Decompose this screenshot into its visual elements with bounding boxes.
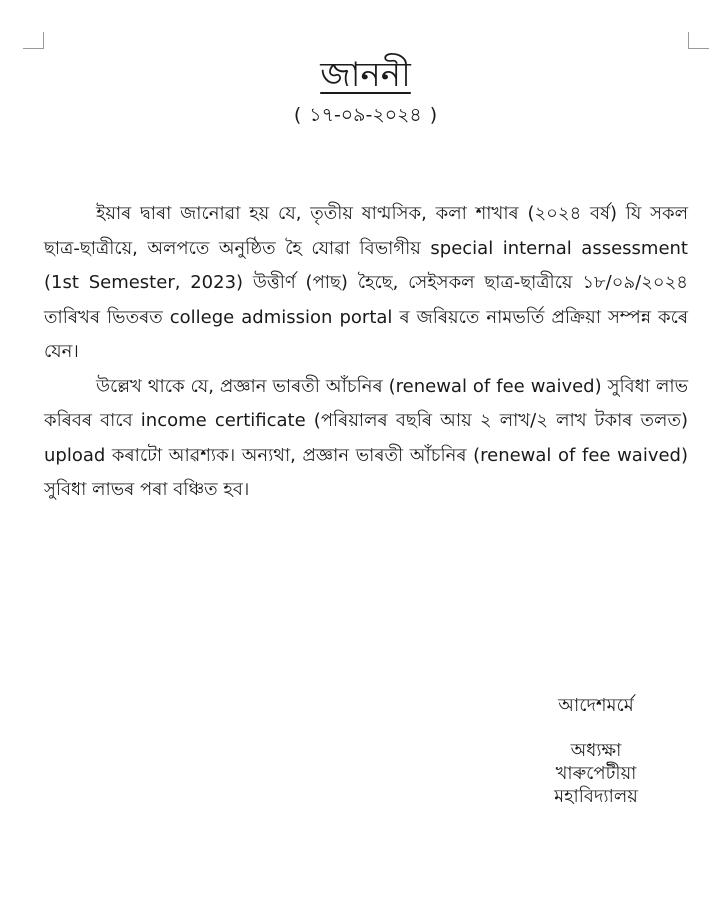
notice-paragraph: উল্লেখ থাকে যে, প্ৰজ্ঞান ভাৰতী আঁচনিৰ (renewal of fee waived) সুবিধা লাভ কৰিবৰ বাবে income certificate (পৰিয়ালৰ বছৰি আয় ২ লাখ/২ লাখ টকাৰ তলত) upload কৰাটো আৱশ্যক। অন্যথা, প্ৰজ্ঞান ভাৰতী আঁচনিৰ (renewal of fee waived) সুবিধা লাভৰ পৰা বঞ্চিত হব। bbox=[44, 375, 688, 500]
page-corner-mark-top-right bbox=[688, 32, 709, 49]
notice-title-text: জাননী bbox=[320, 55, 411, 95]
signature-college-type: মহাবিদ্যালয় bbox=[554, 786, 638, 807]
signature-order-line: আদেশমৰ্মে bbox=[558, 695, 634, 716]
notice-body bbox=[44, 197, 688, 508]
signature-designation: অধ্যক্ষা bbox=[570, 740, 622, 761]
signature-block bbox=[530, 694, 662, 808]
notice-date: ( ১৭-০৯-২০২৪ ) bbox=[293, 104, 438, 126]
notice-paragraph: ইয়াৰ দ্বাৰা জানোৱা হয় যে, তৃতীয় ষাণ্মসিক, কলা শাখাৰ (২০২৪ বৰ্ষ) যি সকল ছাত্ৰ-ছাত্ৰীয়ে, অলপতে অনুষ্ঠিত হৈ যোৱা বিভাগীয় special internal assessment (1st Semester, 2023) উত্তীৰ্ণ (পাছ) হৈছে, সেইসকল ছাত্ৰ-ছাত্ৰীয়ে ১৮/০৯/২০২৪ তাৰিখৰ ভিতৰত college admission portal ৰ জৰিয়তে নামভৰ্তি প্ৰক্ৰিয়া সম্পন্ন কৰে যেন। bbox=[44, 203, 688, 362]
notice-title bbox=[0, 52, 719, 98]
page-corner-mark-top-left bbox=[23, 32, 44, 49]
signature-college-name: খাৰুপেটীয়া bbox=[555, 763, 637, 784]
